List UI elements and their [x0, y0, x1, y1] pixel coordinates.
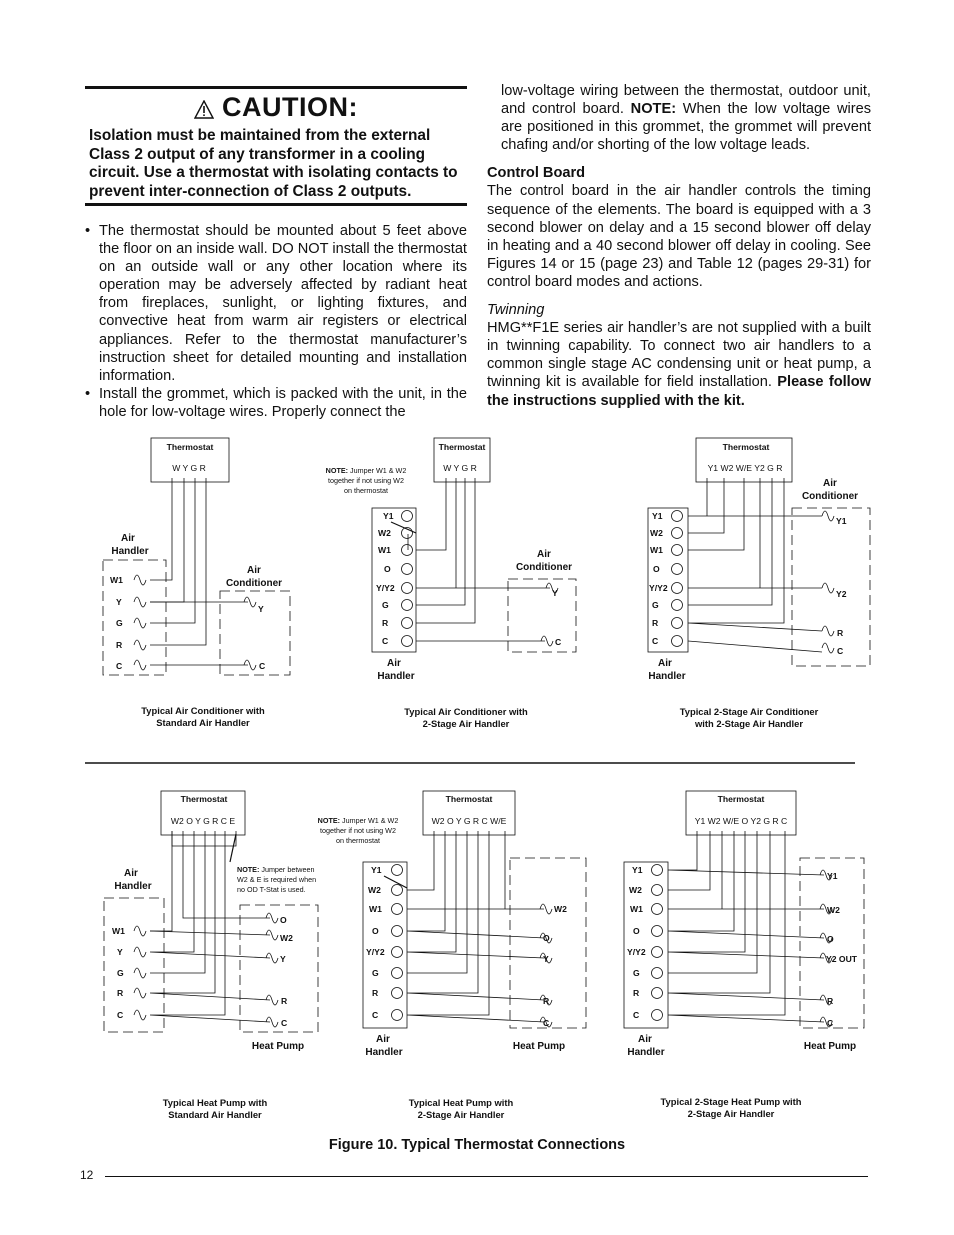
- d4-air-label: Air: [124, 868, 138, 879]
- svg-text:W2: W2: [650, 528, 663, 538]
- svg-text:C: C: [543, 1018, 550, 1028]
- d3-caption-2: with 2-Stage Air Handler: [694, 718, 804, 729]
- svg-text:C: C: [633, 1010, 640, 1020]
- d6-caption-1: Typical 2-Stage Heat Pump with: [660, 1096, 802, 1107]
- svg-text:W1: W1: [112, 926, 125, 936]
- d1-thermostat-label: Thermostat: [166, 442, 214, 452]
- d5-note-line-2: together if not using W2: [320, 826, 396, 835]
- svg-text:W2: W2: [629, 885, 642, 895]
- svg-text:Y1: Y1: [827, 871, 838, 881]
- control-board-heading: Control Board: [487, 165, 586, 182]
- svg-text:W1: W1: [378, 545, 391, 555]
- d4-note-line-2: W2 & E is required when: [237, 875, 317, 884]
- bullet-item: • The thermostat should be mounted about 5 feet above the floor on an inside wall. DO NOT install the thermostat on an outside wall or any other location where its operation may be adversely affected by radiant heat from fireplaces, sunlight, or lighting fixtures, and convective heat from warm air registers or electrical appliances. Refer to the thermostat manufacturer’s instruction sheet for detailed mounting and installation information.: [85, 223, 467, 384]
- svg-text:C: C: [837, 646, 844, 656]
- caution-text: Isolation must be maintained from the external Class 2 output of any transformer in a cooling circuit. Use a thermostat with isolating contacts to prevent inter-connection of Class 2 outputs.: [89, 127, 458, 200]
- svg-text:W1: W1: [369, 904, 382, 914]
- d1-handler-label: Handler: [111, 546, 149, 557]
- svg-text:C: C: [281, 1018, 288, 1028]
- svg-text:Y/Y2: Y/Y2: [366, 947, 385, 957]
- d2-terminals: W Y G R: [443, 463, 477, 473]
- d6-terminals: Y1 W2 W/E O Y2 G R C: [694, 816, 788, 826]
- d3-conditioner-label: Conditioner: [801, 491, 859, 502]
- svg-text:Y2 OUT: Y2 OUT: [826, 954, 858, 964]
- d6-heat-pump-label: Heat Pump: [803, 1041, 857, 1052]
- svg-text:G: G: [116, 618, 123, 628]
- figure-caption: Figure 10. Typical Thermostat Connections: [328, 1137, 626, 1153]
- svg-text:R: R: [827, 996, 834, 1006]
- svg-text:C: C: [652, 636, 659, 646]
- grommet-continuation: low-voltage wiring between the thermostat, outdoor unit, and control board. NOTE: When the low voltage wires are positioned in this grommet, the grommet will prevent chafing and/or shorting of the low voltage leads.: [501, 83, 871, 154]
- d1-conditioner-label: Conditioner: [225, 578, 283, 589]
- svg-text:R: R: [117, 988, 124, 998]
- d1-terminals: W Y G R: [172, 463, 206, 473]
- svg-text:Y1: Y1: [371, 865, 382, 875]
- d1-caption-2: Standard Air Handler: [156, 717, 250, 728]
- d3-air-label: Air: [823, 478, 837, 489]
- d6-caption-2: 2-Stage Air Handler: [687, 1108, 775, 1119]
- svg-text:Y2: Y2: [836, 589, 847, 599]
- control-board-text: The control board in the air handler controls the timing sequence of the elements. The board is equipped with a 3 second blower on delay and a 15 second blower off delay in heating and a 40 second blower off delay in cooling. See Figures 14 or 15 (page 23) and Table 12 (pages 29-31) for control board modes and actions.: [487, 183, 871, 290]
- bullet-item: • Install the grommet, which is packed with the unit, in the hole for low-voltage wires. Properly connect the: [85, 385, 467, 420]
- svg-text:Y: Y: [543, 954, 549, 964]
- svg-text:W2: W2: [368, 885, 381, 895]
- svg-text:Y1: Y1: [383, 511, 394, 521]
- d3-terminals: Y1 W2 W/E Y2 G R: [707, 463, 783, 473]
- svg-text:O: O: [372, 926, 379, 936]
- d3-thermostat-label: Thermostat: [722, 442, 770, 452]
- d4-note-line-1: NOTE: Jumper between: [237, 865, 315, 874]
- d5-caption-2: 2-Stage Air Handler: [417, 1109, 505, 1120]
- d4-handler-label: Handler: [114, 881, 152, 892]
- d5-note-line-3: on thermostat: [336, 836, 380, 845]
- d1-air-label-2: Air: [247, 565, 261, 576]
- svg-text:C: C: [372, 1010, 379, 1020]
- svg-text:Y: Y: [552, 588, 558, 598]
- d2-note-line-3: on thermostat: [344, 486, 388, 495]
- svg-text:W2: W2: [827, 905, 840, 915]
- footer-rule: [105, 1176, 868, 1177]
- svg-text:G: G: [372, 968, 379, 978]
- svg-text:Y1: Y1: [632, 865, 643, 875]
- svg-text:O: O: [280, 915, 287, 925]
- d5-air-label: Air: [376, 1034, 390, 1045]
- svg-text:O: O: [827, 934, 834, 944]
- svg-text:Y/Y2: Y/Y2: [376, 583, 395, 593]
- svg-text:W1: W1: [630, 904, 643, 914]
- d6-thermostat-label: Thermostat: [717, 794, 765, 804]
- svg-text:R: R: [372, 988, 379, 998]
- caution-title: CAUTION:: [85, 92, 467, 123]
- d5-handler-label: Handler: [365, 1047, 403, 1058]
- svg-text:R: R: [116, 640, 123, 650]
- svg-text:O: O: [543, 933, 550, 943]
- d4-caption-1: Typical Heat Pump with: [162, 1097, 268, 1108]
- svg-text:O: O: [633, 926, 640, 936]
- svg-text:C: C: [827, 1018, 834, 1028]
- d5-terminals: W2 O Y G R C W/E: [431, 816, 507, 826]
- d2-note-line-1: NOTE: Jumper W1 & W2: [325, 466, 407, 475]
- svg-text:C: C: [259, 661, 266, 671]
- svg-text:G: G: [117, 968, 124, 978]
- d2-caption-1: Typical Air Conditioner with: [404, 706, 528, 717]
- d1-air-label: Air: [121, 533, 135, 544]
- svg-text:W2: W2: [378, 528, 391, 538]
- svg-text:G: G: [633, 968, 640, 978]
- svg-text:R: R: [382, 618, 389, 628]
- svg-text:Y: Y: [280, 954, 286, 964]
- svg-text:O: O: [653, 564, 660, 574]
- svg-text:Y/Y2: Y/Y2: [627, 947, 646, 957]
- svg-text:Y/Y2: Y/Y2: [649, 583, 668, 593]
- d1-caption-1: Typical Air Conditioner with: [141, 705, 265, 716]
- svg-text:C: C: [117, 1010, 124, 1020]
- d5-heat-pump-label: Heat Pump: [512, 1041, 566, 1052]
- d2-air-label: Air: [537, 549, 551, 560]
- d5-thermostat-label: Thermostat: [445, 794, 493, 804]
- svg-text:Y: Y: [117, 947, 123, 957]
- svg-text:C: C: [116, 661, 123, 671]
- svg-text:Y: Y: [258, 604, 264, 614]
- svg-text:R: R: [633, 988, 640, 998]
- d2-conditioner-label: Conditioner: [515, 562, 573, 573]
- svg-text:R: R: [837, 628, 844, 638]
- svg-text:W1: W1: [650, 545, 663, 555]
- svg-text:O: O: [384, 564, 391, 574]
- page-number: 12: [80, 1168, 94, 1182]
- svg-text:W2: W2: [280, 933, 293, 943]
- d3-handler-label: Handler: [648, 671, 686, 682]
- d4-caption-2: Standard Air Handler: [168, 1109, 262, 1120]
- twinning-heading: Twinning: [487, 302, 545, 319]
- bullet-text: Install the grommet, which is packed with the unit, in the hole for low-voltage wires. Properly connect the: [99, 385, 467, 420]
- d6-handler-label: Handler: [627, 1047, 665, 1058]
- svg-text:R: R: [652, 618, 659, 628]
- d3-caption-1: Typical 2-Stage Air Conditioner: [679, 706, 819, 717]
- svg-text:Y1: Y1: [652, 511, 663, 521]
- twinning-text: HMG**F1E series air handler’s are not supplied with a built in twinning capability. To connect two air handlers to a common single stage AC condensing unit or heat pump, a twinning kit is available for field installation. Please follow the instructions supplied with the kit.: [487, 320, 871, 409]
- bullet-text: The thermostat should be mounted about 5 feet above the floor on an inside wall. DO NOT install the thermostat on an outside wall or any other location where its operation may be adversely affected by radiant heat from fireplaces, sunlight, or lighting fixtures, and convective heat from warm air registers or electrical appliances. Refer to the thermostat manufacturer’s instruction sheet for detailed mounting and installation information.: [99, 223, 467, 384]
- d4-note-line-3: no OD T-Stat is used.: [237, 885, 306, 894]
- svg-text:W1: W1: [110, 575, 123, 585]
- d2-air-label-2: Air: [387, 658, 401, 669]
- svg-text:Y1: Y1: [836, 516, 847, 526]
- svg-text:R: R: [281, 996, 288, 1006]
- d5-note-line-1: NOTE: Jumper W1 & W2: [317, 816, 399, 825]
- d2-caption-2: 2-Stage Air Handler: [422, 718, 510, 729]
- d2-note-line-2: together if not using W2: [328, 476, 404, 485]
- d4-thermostat-label: Thermostat: [180, 794, 228, 804]
- d4-terminals: W2 O Y G R C E: [170, 816, 236, 826]
- svg-text:R: R: [543, 996, 550, 1006]
- svg-text:G: G: [382, 600, 389, 610]
- svg-text:W2: W2: [554, 904, 567, 914]
- svg-text:C: C: [555, 637, 562, 647]
- d5-caption-1: Typical Heat Pump with: [408, 1097, 514, 1108]
- d2-handler-label: Handler: [377, 671, 415, 682]
- d3-air-label-2: Air: [658, 658, 672, 669]
- svg-text:C: C: [382, 636, 389, 646]
- d2-thermostat-label: Thermostat: [438, 442, 486, 452]
- svg-text:G: G: [652, 600, 659, 610]
- svg-text:Y: Y: [116, 597, 122, 607]
- d4-heat-pump-label: Heat Pump: [251, 1041, 305, 1052]
- d6-air-label: Air: [638, 1034, 652, 1045]
